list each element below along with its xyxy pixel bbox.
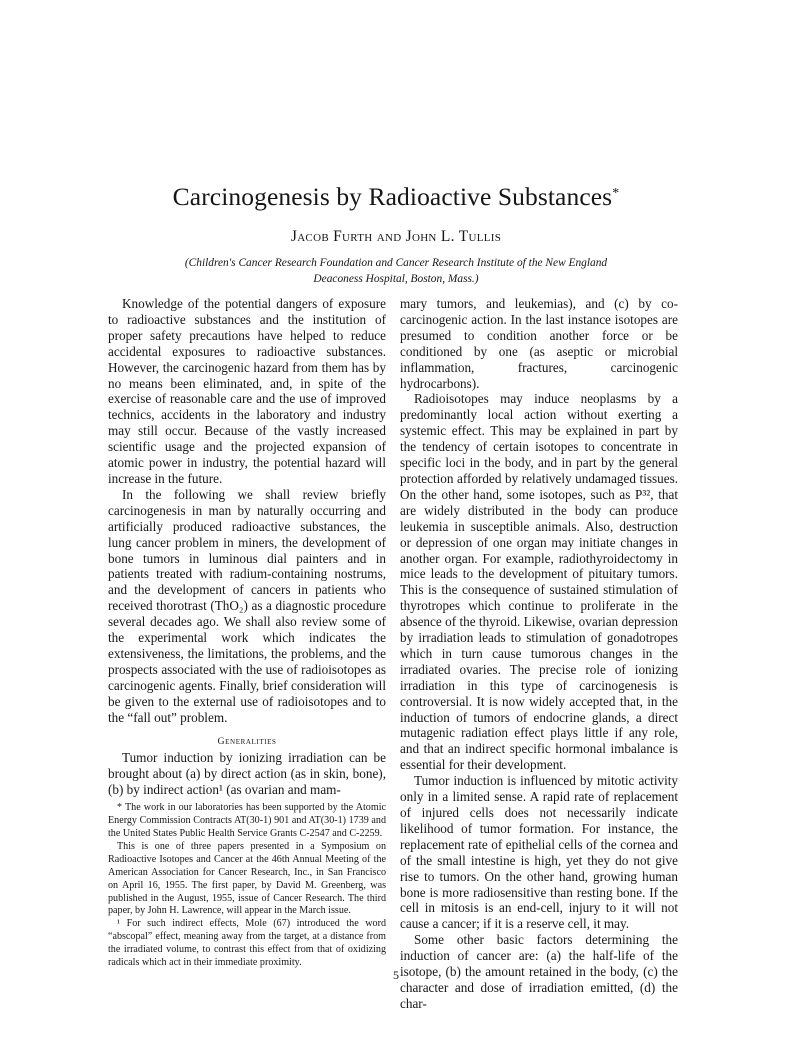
body-paragraph: Some other basic factors determining the induction of cancer are: (a) the half-life of the isotope, (b) the amount retained in the body, (c) the character and dose of irradiation emitted, (d) the char-	[400, 932, 678, 1011]
author-affiliation: (Children's Cancer Research Foundation and Cancer Research Institute of the New England Deaconess Hospital, Boston, Mass.)	[184, 257, 608, 285]
footnote: This is one of three papers presented in a Symposium on Radioactive Isotopes and Cancer at the 46th Annual Meeting of the American Association for Cancer Research, Inc., in San Francisco on April 16, 1955. The first paper, by David M. Greenberg, was published in the August, 1955, issue of Cancer Research. The third paper, by John H. Lawrence, will appear in the March issue.	[108, 840, 386, 917]
body-paragraph: Radioisotopes may induce neoplasms by a predominantly local action without exerting a systemic effect. This may be explained in part by the tendency of certain isotopes to concentrate in specific loci in the body, and in part by the general protection afforded by relatively undamaged tissues. On the other hand, some isotopes, such as P³², that are widely distributed in the body can produce leukemia in susceptible animals. Also, destruction or depression of one organ may initiate changes in another organ. For example, radiothyroidectomy in mice leads to the development of pituitary tumors. This is the consequence of sustained stimulation of thyrotropes which continue to proliferate in the absence of the thyroid. Likewise, ovarian depression by irradiation leads to stimulation of gonadotropes which in turn cause tumorous changes in the irradiated ovaries. The precise role of ionizing irradiation in this type of carcinogenesis is controversial. It is now widely accepted that, in the induction of tumors of endocrine glands, a direct mutagenic radiation effect plays little if any role, and that an indirect specific hormonal imbalance is essential for their development.	[400, 391, 678, 773]
body-paragraph: In the following we shall review briefly carcinogenesis in man by naturally occurring and artificially produced radioactive substances, the lung cancer problem in miners, the development of bone tumors in luminous dial painters and in patients treated with radium-containing nostrums, and the development of cancers in patients who received thorotrast (ThO₂) as a diagnostic procedure several decades ago. We shall also review some of the experimental work which indicates the extensiveness, the limitations, the problems, and the prospects associated with the use of radioisotopes as carcinogenic agents. Finally, brief consideration will be given to the external use of radioisotopes and to the “fall out” problem.	[108, 486, 386, 725]
body-paragraph: Tumor induction is influenced by mitotic activity only in a limited sense. A rapid rate of replacement of injured cells does not necessarily indicate likelihood of tumor formation. For instance, the replacement rate of epithelial cells of the cornea and of the small intestine is high, yet they do not give rise to tumors. On the other hand, growing human bone is more radiosensitive than resting bone. If the cell in mitosis is an end-cell, injury to it will not cause a cancer; if it is a reserve cell, it may.	[400, 773, 678, 932]
title-footnote-marker: *	[612, 186, 620, 201]
right-column	[400, 296, 678, 1012]
footnote: ¹ For such indirect effects, Mole (67) introduced the word “abscopal” effect, meaning away from the target, at a distance from the irradiated volume, to contrast this effect from that of oxidizing radicals which act in their immediate proximity.	[108, 918, 386, 969]
left-column	[108, 296, 386, 970]
article-title	[0, 180, 792, 214]
body-paragraph: Tumor induction by ionizing irradiation can be brought about (a) by direct action (as in skin, bone), (b) by indirect action¹ (as ovarian and mam-	[108, 750, 386, 798]
footnote: * The work in our laboratories has been supported by the Atomic Energy Commission Contracts AT(30-1) 901 and AT(30-1) 1739 and the United States Public Health Service Grants C-2547 and C-2259.	[108, 802, 386, 839]
page-number: 5	[393, 968, 399, 982]
article-title-text: Carcinogenesis by Radioactive Substances	[172, 182, 613, 211]
body-paragraph-continued: mary tumors, and leukemias), and (c) by co-carcinogenic action. In the last instance isotopes are presumed to condition another force or be conditioned by one (as aseptic or microbial inflammation, fractures, carcinogenic hydrocarbons).	[400, 296, 678, 391]
section-heading: Generalities	[217, 736, 277, 748]
body-paragraph: Knowledge of the potential dangers of exposure to radioactive substances and the institution of proper safety precautions have helped to reduce accidental exposures to radioactive substances. However, the carcinogenic hazard from them has by no means been eliminated, and, in spite of the exercise of reasonable care and the use of improved technics, accidents in the laboratory and industry may still occur. Because of the vastly increased scientific usage and the projected expansion of atomic power in industry, the potential hazard will increase in the future.	[108, 296, 386, 486]
footnotes	[108, 802, 386, 970]
article-authors: Jacob Furth and John L. Tullis	[290, 228, 502, 245]
